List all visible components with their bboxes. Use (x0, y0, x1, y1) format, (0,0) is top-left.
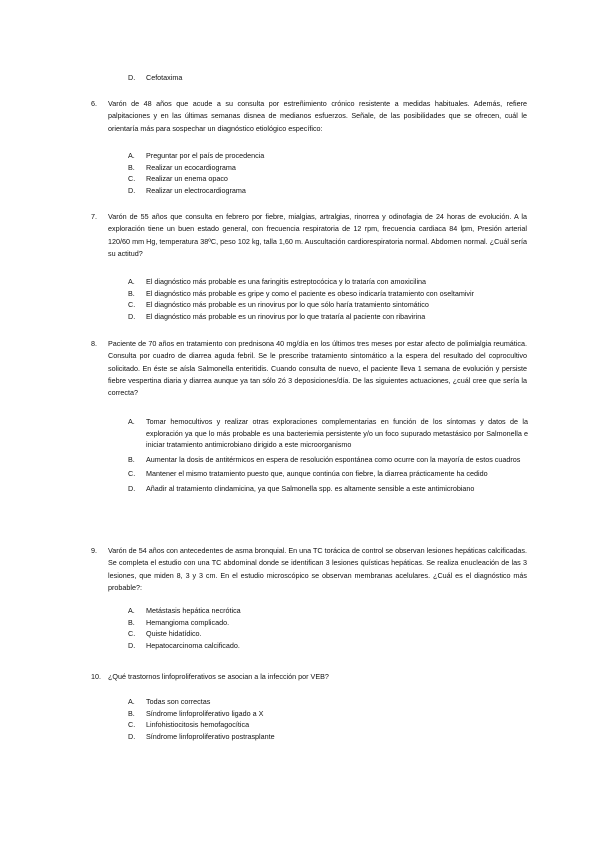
option-text: Síndrome linfoproliferativo postrasplante (146, 731, 275, 741)
question-number: 7. (91, 212, 97, 221)
option-text: Aumentar la dosis de antitérmicos en espera de resolución espontánea como ocurre con la mayoría de estos cuadros (146, 454, 521, 464)
option-item (128, 731, 528, 743)
option-letter: A. (128, 697, 135, 706)
option-item (128, 628, 528, 640)
option-letter: D. (128, 640, 136, 650)
option-letter: A. (128, 277, 135, 286)
question-stem: ¿Qué trastornos linfoproliferativos se asocian a la infección por VEB? (108, 672, 329, 681)
option-letter: B. (128, 454, 135, 464)
option-text: Realizar un electrocardiograma (146, 185, 246, 195)
option-list (128, 605, 528, 651)
question-stem: Paciente de 70 años en tratamiento con prednisona 40 mg/día en los últimos tres meses por estar afecto de polimialgia reumática. Consulta por cuadro de diarrea aguda febril. Se le prescribe tratamiento sintomático a la espera del resultado del coprocultivo solicitado. En éste se aísla Salmonella enteritidis. Cuando consulta de nuevo, el paciente lleva 1 semana de evolución y persiste fiebre vespertina diaria y diarrea aunque ya tan sólo 2ó 3 deposiciones/día. De las siguientes actuaciones, ¿cuál cree que sería la correcta? (108, 339, 527, 398)
option-letter: D. (128, 311, 136, 321)
option-letter: D. (128, 73, 136, 82)
option-item (128, 640, 528, 652)
option-item (128, 483, 528, 495)
option-letter: B. (128, 617, 135, 627)
option-text: Cefotaxima (146, 73, 183, 82)
option-list (128, 696, 528, 742)
option-letter: D. (128, 185, 136, 195)
option-text: Todas son correctas (146, 697, 211, 706)
option-item (128, 605, 528, 617)
option-item (128, 150, 528, 162)
option-text: Hemangioma complicado. (146, 617, 230, 627)
option-list (128, 276, 528, 322)
option-letter: B. (128, 288, 135, 298)
option-letter: C. (128, 469, 136, 479)
option-text: Tomar hemocultivos y realizar otras exploraciones complementarias en función de los síntomas y datos de la exploración ya que lo más probable es una bacteriemia persistente y/o un foco supurado metastásico por Salmonella e iniciar tratamiento antimicrobiano dirigido a este microorganismo (146, 417, 528, 450)
option-text: El diagnóstico más probable es un rinovirus por lo que trataría al paciente con ribavirina (146, 311, 426, 321)
option-text: Mantener el mismo tratamiento puesto que, aunque continúa con fiebre, la diarrea prácticamente ha cedido (146, 469, 488, 479)
option-item (128, 72, 528, 84)
option-list (128, 150, 528, 196)
option-item (128, 708, 528, 720)
option-text: Realizar un ecocardiograma (146, 162, 236, 172)
option-letter: D. (128, 731, 136, 741)
option-letter: B. (128, 708, 135, 718)
option-item (128, 185, 528, 197)
option-text: Añadir al tratamiento clindamicina, ya que Salmonella spp. es altamente sensible a este antimicrobiano (146, 483, 475, 493)
question-8 (91, 338, 527, 399)
option-text: Metástasis hepática necrótica (146, 606, 241, 615)
option-item (128, 617, 528, 629)
option-text: El diagnóstico más probable es un rinovirus por lo que sólo haría tratamiento sintomático (146, 300, 429, 310)
option-item (128, 173, 528, 185)
question-10 (91, 671, 527, 683)
option-item (128, 288, 528, 300)
option-item (128, 696, 528, 708)
option-item (128, 276, 528, 288)
option-text: Quiste hidatídico. (146, 629, 202, 639)
question-stem: Varón de 55 años que consulta en febrero por fiebre, mialgias, artralgias, rinorrea y odinofagia de 24 horas de evolución. A la exploración tiene un buen estado general, con frecuencia respiratoria de 12 rpm, frecuencia cardiaca 84 lpm, Presión arterial 120/60 mm Hg, temperatura 38ºC, peso 102 kg, talla 1,60 m. Auscultación cardiorespiratoria normal. Abdomen normal. ¿Cuál sería su actitud? (108, 212, 527, 258)
option-item (128, 454, 528, 466)
option-text: El diagnóstico más probable es gripe y como el paciente es obeso indicaría tratamiento con oseltamivir (146, 288, 475, 298)
question-number: 6. (91, 99, 97, 108)
option-letter: C. (128, 720, 136, 730)
option-letter: A. (128, 606, 135, 615)
option-text: Hepatocarcinoma calcificado. (146, 640, 240, 650)
option-list (128, 72, 528, 84)
option-letter: C. (128, 300, 136, 310)
question-stem: Varón de 54 años con antecedentes de asma bronquial. En una TC torácica de control se observan lesiones hepáticas calcificadas. Se completa el estudio con una TC abdominal donde se identifican 3 lesiones quísticas hepáticas. Se realiza enucleación de las 3 lesiones, que miden 8, 3 y 3 cm. En el estudio microscópico se observan membranas acelulares. ¿Cuál es el diagnóstico más probable?: (108, 546, 527, 592)
option-letter: B. (128, 162, 135, 172)
option-text: Linfohistiocitosis hemofagocítica (146, 720, 250, 730)
option-text: El diagnóstico más probable es una faringitis estreptocócica y lo trataría con amoxicilina (146, 277, 427, 286)
option-letter: D. (128, 483, 136, 493)
option-item (128, 416, 528, 451)
option-letter: A. (128, 417, 135, 426)
option-list (128, 416, 528, 498)
option-letter: A. (128, 151, 135, 160)
option-letter: C. (128, 629, 136, 639)
question-number: 8. (91, 339, 97, 348)
option-item (128, 299, 528, 311)
option-item (128, 468, 528, 480)
option-text: Síndrome linfoproliferativo ligado a X (146, 708, 264, 718)
question-number: 10. (91, 672, 101, 681)
option-item (128, 162, 528, 174)
option-item (128, 719, 528, 731)
option-text: Preguntar por el país de procedencia (146, 151, 265, 160)
option-item (128, 311, 528, 323)
question-7 (91, 211, 527, 260)
question-stem: Varón de 48 años que acude a su consulta por estreñimiento crónico resistente a medidas habituales. Además, refiere palpitaciones y en las últimas semanas disnea de medianos esfuerzos. Señale, de las posibilidades que se ofrecen, cuál le orientaría más para sospechar un diagnóstico etiológico específico: (108, 99, 527, 133)
question-number: 9. (91, 546, 97, 555)
option-text: Realizar un enema opaco (146, 174, 228, 184)
question-9 (91, 545, 527, 594)
option-letter: C. (128, 174, 136, 184)
question-6 (91, 98, 527, 135)
